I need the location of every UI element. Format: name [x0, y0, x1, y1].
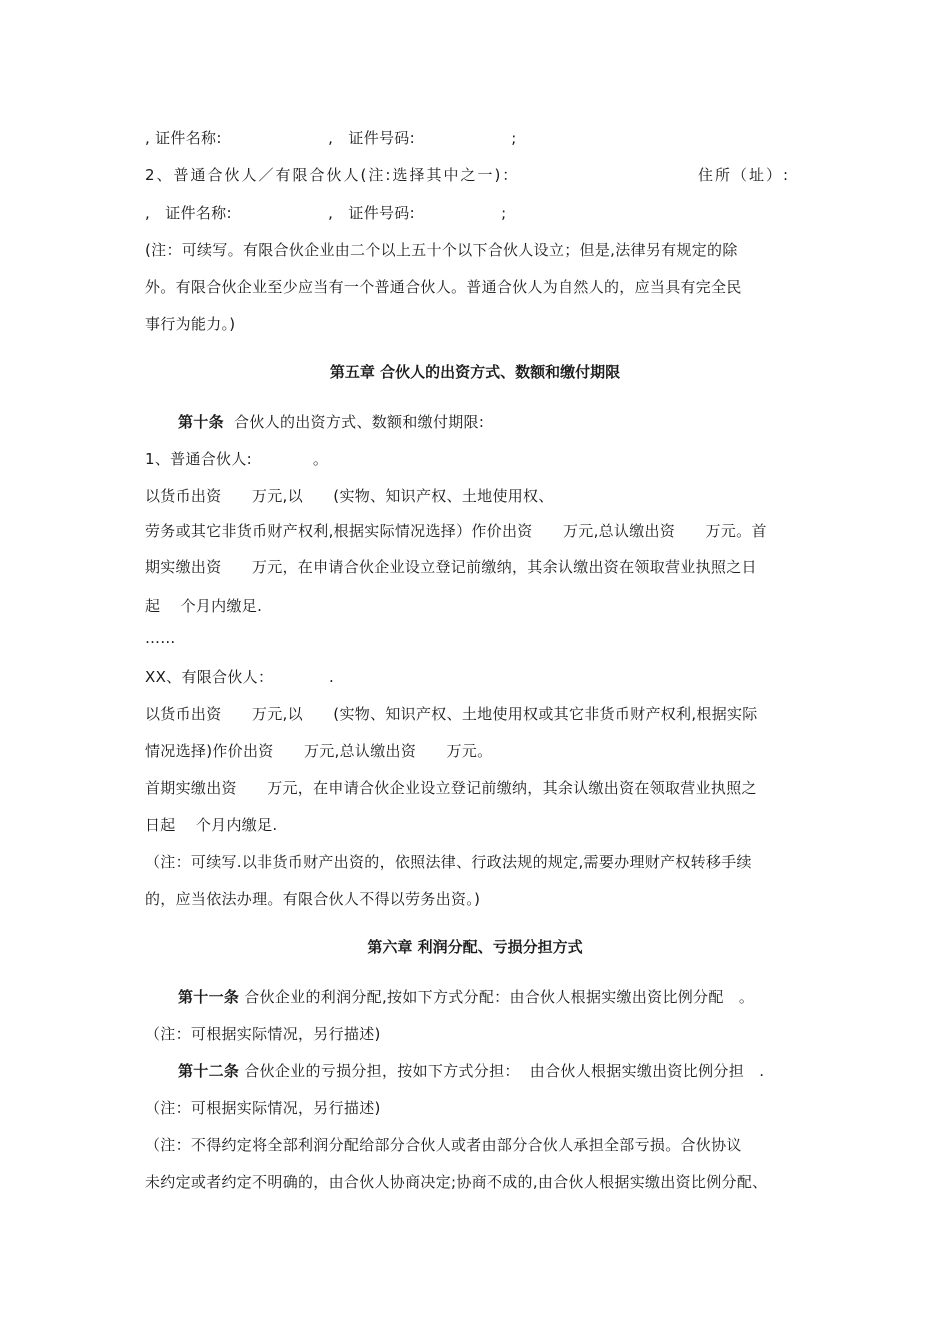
- text-line-contribution: 以货币出资 万元,以 (实物、知识产权、土地使用权或其它非货币财产权利,根据实际: [145, 705, 758, 723]
- text-line-limited-partner: XX、有限合伙人： .: [145, 668, 335, 686]
- text-line-address-label: 住所（址）:: [698, 166, 791, 184]
- text-line-certificate-1: , 证件名称: , 证件号码: ;: [145, 129, 517, 147]
- article-text: 合伙企业的利润分配,按如下方式分配：由合伙人根据实缴出资比例分配 。: [239, 988, 755, 1006]
- article-text: 合伙企业的亏损分担，按如下方式分担： 由合伙人根据实缴出资比例分担 .: [239, 1062, 765, 1080]
- note-paragraph-line: （注：不得约定将全部利润分配给部分合伙人或者由部分合伙人承担全部亏损。合伙协议: [145, 1136, 742, 1154]
- text-line-certificate-2: , 证件名称: , 证件号码: ;: [145, 204, 507, 222]
- note-paragraph-line: 的，应当依法办理。有限合伙人不得以劳务出资。): [145, 890, 481, 908]
- text-line-partner-type: 2、普通合伙人／有限合伙人(注:选择其中之一)：: [145, 166, 520, 184]
- text-line-general-partner: 1、普通合伙人: 。: [145, 450, 329, 468]
- text-line-contribution: 起 个月内缴足.: [145, 597, 263, 615]
- note-paragraph-line: 未约定或者约定不明确的，由合伙人协商决定;协商不成的,由合伙人根据实缴出资比例分配、: [145, 1173, 768, 1191]
- note-paragraph-line: (注：可续写。有限合伙企业由二个以上五十个以下合伙人设立；但是,法律另有规定的除: [145, 241, 738, 259]
- text-line-contribution: 首期实缴出资 万元，在申请合伙企业设立登记前缴纳，其余认缴出资在领取营业执照之: [145, 779, 757, 797]
- chapter-heading-6: 第六章 利润分配、亏损分担方式: [367, 938, 583, 956]
- article-label: 第十一条: [178, 988, 240, 1006]
- note-line: （注：可根据实际情况，另行描述): [145, 1025, 381, 1043]
- article-label: 第十条: [178, 413, 224, 431]
- article-text: 合伙人的出资方式、数额和缴付期限:: [223, 413, 485, 431]
- text-line-contribution: 劳务或其它非货币财产权利,根据实际情况选择）作价出资 万元,总认缴出资 万元。首: [145, 522, 767, 540]
- text-line-contribution: 日起 个月内缴足.: [145, 816, 278, 834]
- note-paragraph-line: 外。有限合伙企业至少应当有一个普通合伙人。普通合伙人为自然人的，应当具有完全民: [145, 278, 742, 296]
- note-line: （注：可根据实际情况，另行描述): [145, 1099, 381, 1117]
- chapter-heading-5: 第五章 合伙人的出资方式、数额和缴付期限: [329, 363, 621, 381]
- article-10: [178, 412, 484, 432]
- note-paragraph-line: 事行为能力。): [145, 315, 236, 333]
- text-line-contribution: 情况选择)作价出资 万元,总认缴出资 万元。: [145, 742, 493, 760]
- article-11: [178, 987, 754, 1007]
- article-label: 第十二条: [178, 1062, 240, 1080]
- article-12: [178, 1061, 764, 1081]
- note-paragraph-line: （注：可续写.以非货币财产出资的，依照法律、行政法规的规定,需要办理财产权转移手续: [145, 853, 752, 871]
- text-line-contribution: 以货币出资 万元,以 (实物、知识产权、土地使用权、: [145, 487, 554, 505]
- text-line-contribution: 期实缴出资 万元，在申请合伙企业设立登记前缴纳，其余认缴出资在领取营业执照之日: [145, 558, 757, 576]
- text-line-ellipsis: ……: [145, 629, 176, 647]
